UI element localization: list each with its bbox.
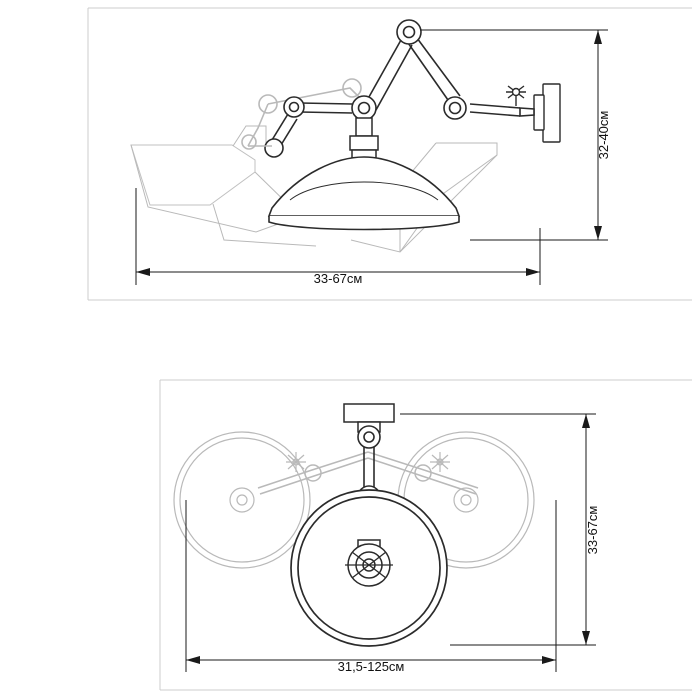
dimension-label-front-horizontal: 31,5-125см <box>337 659 405 674</box>
dimension-label-side-horizontal: 33-67см <box>313 271 363 286</box>
side-view-arm-assembly <box>248 20 534 157</box>
wall-mount-plate <box>534 84 560 142</box>
dimension-label-front-vertical: 33-67см <box>585 505 600 555</box>
dimension-label-side-vertical: 32-40см <box>596 110 611 160</box>
lamp-shade-side <box>269 157 459 230</box>
side-view-group <box>131 20 611 286</box>
front-view-group <box>174 404 600 674</box>
lamp-stem <box>350 118 378 158</box>
